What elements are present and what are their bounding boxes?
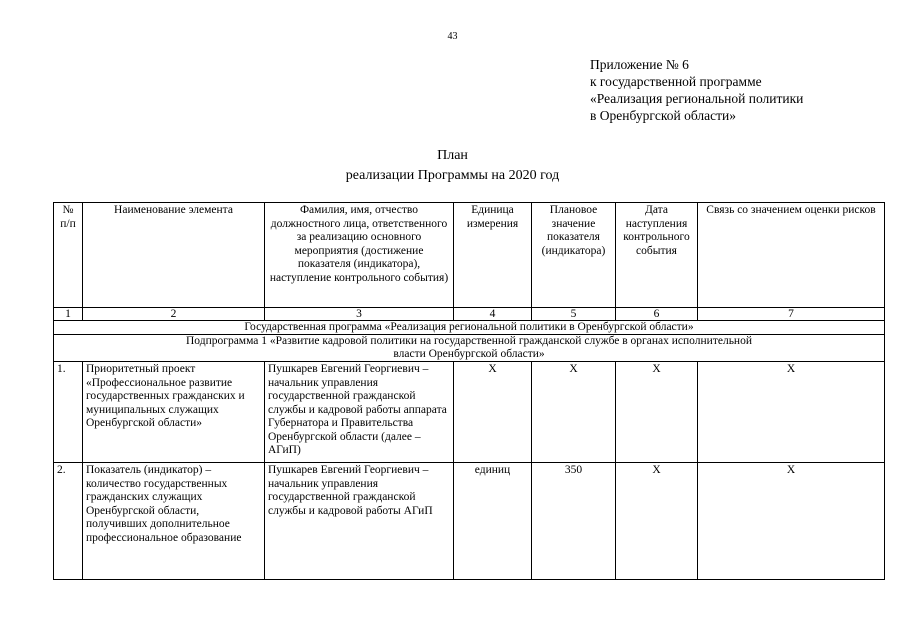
row-number: 2.	[54, 463, 83, 580]
header-cell-responsible: Фамилия, имя, отчество должностного лица, ответственного за реализацию основного мероприятия (достижение показателя (индикатора), наступление контрольного события)	[265, 203, 454, 308]
row-number: 1.	[54, 362, 83, 463]
title-line: План	[437, 148, 468, 163]
column-number: 4	[454, 308, 532, 321]
row-risk: Х	[698, 463, 885, 580]
header-cell-unit: Единица измерения	[454, 203, 532, 308]
appendix-block	[590, 56, 803, 124]
column-number: 6	[616, 308, 698, 321]
header-cell-plan-value: Плановое значение показателя (индикатора)	[532, 203, 616, 308]
header-cell-date: Дата наступления контрольного события	[616, 203, 698, 308]
program-title: Государственная программа «Реализация региональной политики в Оренбургской области»	[54, 321, 885, 335]
appendix-line: «Реализация региональной политики	[590, 91, 804, 106]
subprogram-title: Подпрограмма 1 «Развитие кадровой политики на государственной гражданской службе в органах исполнительной власти Оренбургской области»	[54, 335, 885, 362]
row-unit: Х	[454, 362, 532, 463]
row-element-name: Приоритетный проект «Профессиональное развитие государственных гражданских и муниципальных служащих Оренбургской области»	[83, 362, 265, 463]
row-responsible: Пушкарев Евгений Георгиевич – начальник управления государственной гражданской службы и кадровой работы аппарата Губернатора и Правительства Оренбургской области (далее – АГиП)	[265, 362, 454, 463]
header-cell-number: № п/п	[54, 203, 83, 308]
column-number: 3	[265, 308, 454, 321]
row-element-name: Показатель (индикатор) – количество государственных гражданских служащих Оренбургской области, получивших дополнительное профессиональное образование	[83, 463, 265, 580]
appendix-line: Приложение № 6	[590, 57, 689, 72]
header-row	[54, 203, 885, 308]
row-unit: единиц	[454, 463, 532, 580]
document-title	[0, 146, 905, 186]
column-number: 1	[54, 308, 83, 321]
row-responsible: Пушкарев Евгений Георгиевич – начальник управления государственной гражданской службы и кадровой работы АГиП	[265, 463, 454, 580]
header-cell-risk: Связь со значением оценки рисков	[698, 203, 885, 308]
page-number: 43	[447, 31, 458, 42]
row-risk: Х	[698, 362, 885, 463]
column-number: 5	[532, 308, 616, 321]
table-row	[54, 463, 885, 580]
row-plan-value: 350	[532, 463, 616, 580]
header-cell-element-name: Наименование элемента	[83, 203, 265, 308]
table-row	[54, 362, 885, 463]
column-number: 2	[83, 308, 265, 321]
row-date: Х	[616, 463, 698, 580]
row-plan-value: Х	[532, 362, 616, 463]
appendix-line: к государственной программе	[590, 74, 762, 89]
row-date: Х	[616, 362, 698, 463]
program-row	[54, 321, 885, 335]
title-line: реализации Программы на 2020 год	[345, 168, 560, 183]
subprogram-row	[54, 335, 885, 362]
plan-table	[53, 202, 885, 580]
appendix-line: в Оренбургской области»	[590, 108, 736, 123]
column-number: 7	[698, 308, 885, 321]
column-number-row	[54, 308, 885, 321]
